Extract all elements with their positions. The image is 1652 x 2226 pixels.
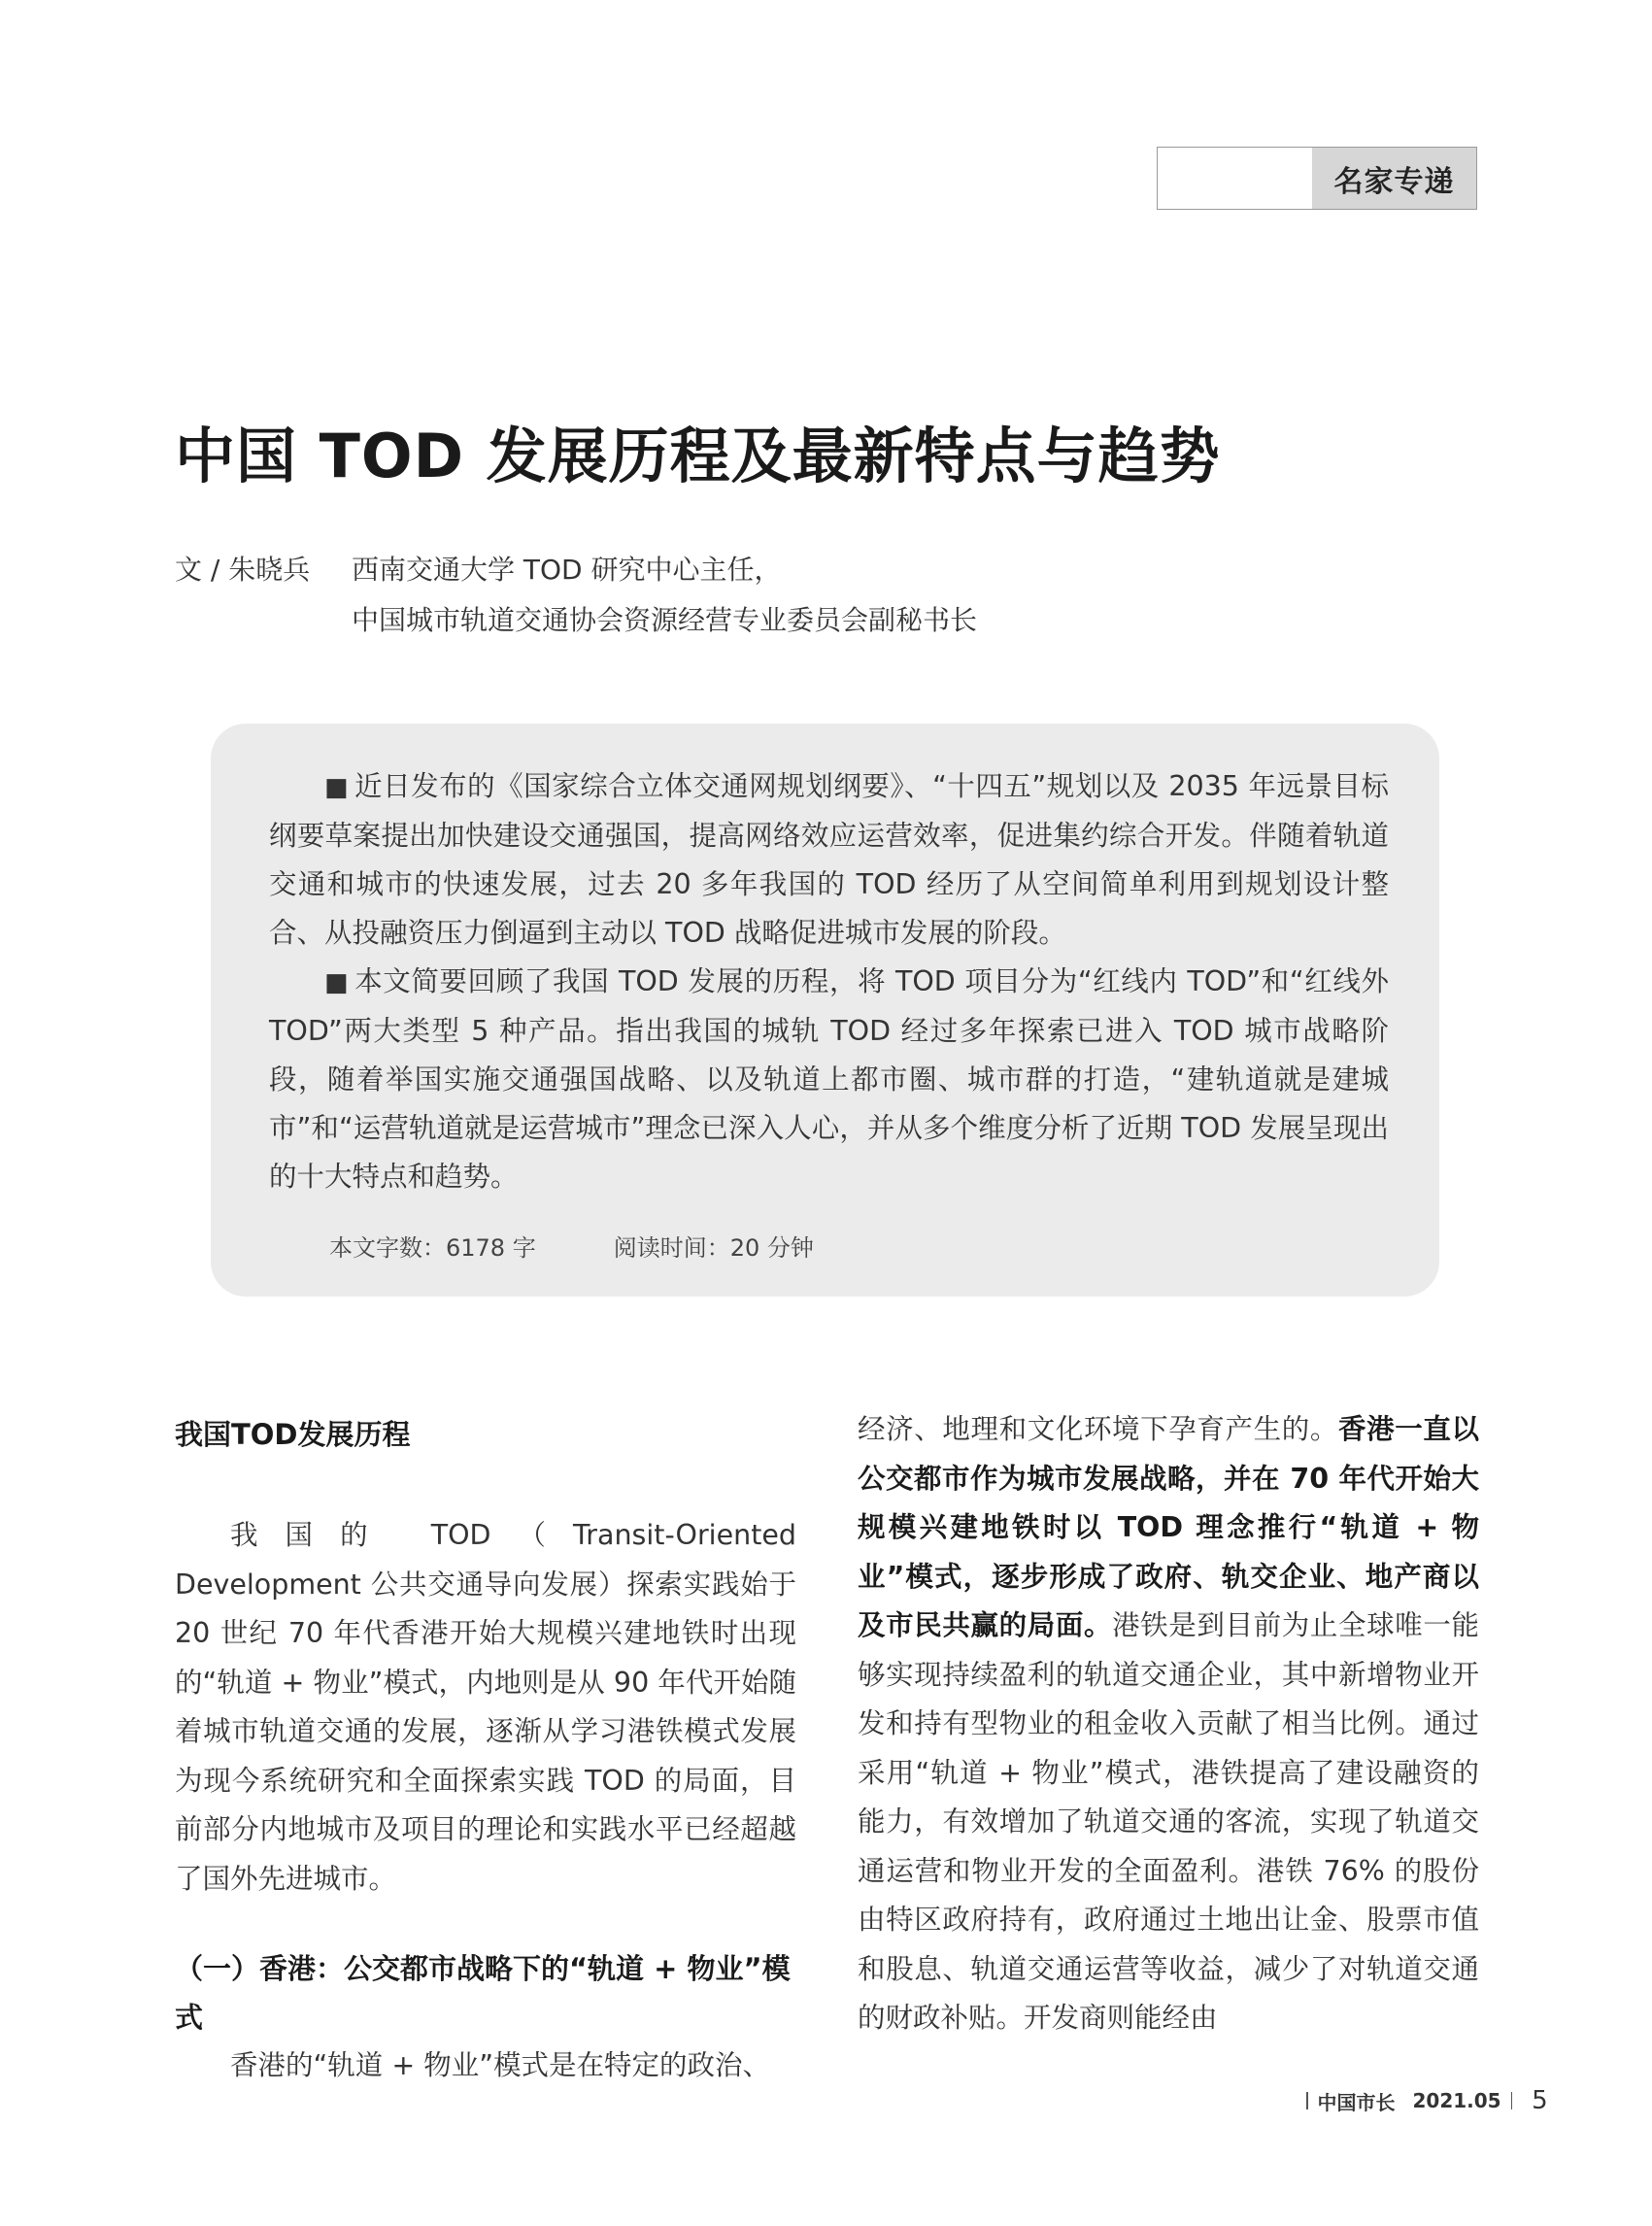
body-paragraph: 香港的“轨道 + 物业”模式是在特定的政治、: [230, 2049, 771, 2081]
abstract-paragraph-1: ■ 近日发布的《国家综合立体交通网规划纲要》、“十四五”规划以及 2035 年远景目标纲要草案提出加快建设交通强国，提高网络效应运营效率，促进集约综合开发。伴随着轨道交通和城市的快速发展，过去 20 多年我国的 TOD 经历了从空间简单利用到规划设计整合、从投融资压力倒逼到主动以 TOD 战略促进城市发展的阶段。: [269, 770, 1389, 949]
word-count: 本文字数：6178 字: [329, 1234, 536, 1262]
author-affiliation-2: 中国城市轨道交通协会资源经营专业委员会副秘书长: [352, 604, 978, 636]
section-tag: [1157, 147, 1477, 210]
right-column: [858, 1413, 1479, 2043]
article-title: 中国 TOD 发展历程及最新特点与趋势: [175, 421, 1221, 491]
divider: [1306, 2092, 1308, 2109]
section-tag-blank: [1158, 148, 1312, 209]
author-affiliation-1: 西南交通大学 TOD 研究中心主任，: [352, 554, 782, 586]
subsection-heading: （一）香港：公交都市战略下的“轨道 + 物业”模式: [175, 1952, 791, 2034]
page-footer: [1297, 2086, 1548, 2115]
author-row: [175, 549, 782, 588]
reading-time: 阅读时间：20 分钟: [613, 1234, 814, 1262]
author-byline: 文 / 朱晓兵: [175, 554, 311, 586]
emphasis-text: 香港一直以公交都市作为城市发展战略，并在 70 年代开始大规模兴建地铁时以 TOD 理念推行“轨道 + 物业”模式，逐步形成了政府、轨交企业、地产商以及市民共赢的局面。: [858, 1413, 1479, 1641]
bullet-square-icon: ■: [324, 968, 350, 997]
abstract-box: [211, 724, 1439, 1297]
page-number: 5: [1532, 2086, 1548, 2115]
abstract-meta: [329, 1229, 814, 1263]
body-paragraph: 我国的 TOD（Transit-Oriented Development 公共交通导向发展）探索实践始于 20 世纪 70 年代香港开始大规模兴建地铁时出现的“轨道 + 物业”模式，内地则是从 90 年代开始随着城市轨道交通的发展，逐渐从学习港铁模式发展为现今系统研究和全面探索实践 TOD 的局面，目前部分内地城市及项目的理论和实践水平已经超越了国外先进城市。: [175, 1519, 796, 1895]
bullet-square-icon: ■: [324, 773, 350, 802]
divider: [1511, 2092, 1513, 2109]
body-paragraph-continued: 经济、地理和文化环境下孕育产生的。香港一直以公交都市作为城市发展战略，并在 70 年代开始大规模兴建地铁时以 TOD 理念推行“轨道 + 物业”模式，逐步形成了政府、轨交企业、地产商以及市民共赢的局面。港铁是到目前为止全球唯一能够实现持续盈利的轨道交通企业，其中新增物业开发和持有型物业的租金收入贡献了相当比例。通过采用“轨道 + 物业”模式，港铁提高了建设融资的能力，有效增加了轨道交通的客流，实现了轨道交通运营和物业开发的全面盈利。港铁 76% 的股份由特区政府持有，政府通过土地出让金、股票市值和股息、轨道交通运营等收益，减少了对轨道交通的财政补贴。开发商则能经由: [858, 1413, 1479, 2034]
abstract-paragraph-2: ■ 本文简要回顾了我国 TOD 发展的历程，将 TOD 项目分为“红线内 TOD”和“红线外 TOD”两大类型 5 种产品。指出我国的城轨 TOD 经过多年探索已进入 TOD 城市战略阶段，随着举国实施交通强国战略、以及轨道上都市圈、城市群的打造，“建轨道就是建城市”和“运营轨道就是运营城市”理念已深入人心，并从多个维度分析了近期 TOD 发展呈现出的十大特点和趋势。: [269, 965, 1389, 1193]
publication-name: 中国市长: [1317, 2090, 1396, 2114]
issue-date: 2021.05: [1412, 2089, 1501, 2112]
section-heading: 我国TOD发展历程: [175, 1418, 411, 1451]
section-tag-label: 名家专递: [1312, 148, 1476, 209]
left-column: [175, 1413, 796, 2091]
